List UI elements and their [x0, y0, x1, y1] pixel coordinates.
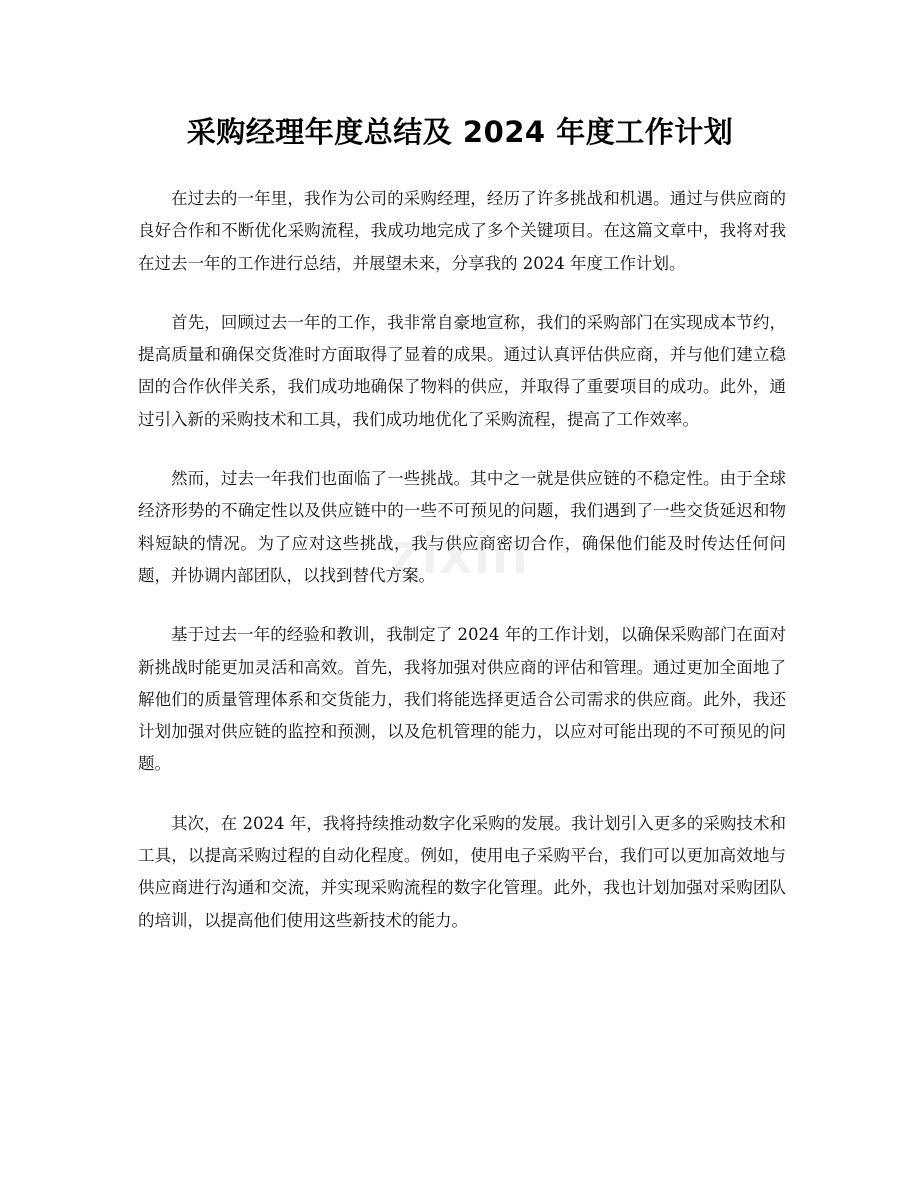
- paragraph: 在过去的一年里，我作为公司的采购经理，经历了许多挑战和机遇。通过与供应商的良好合作和不断优化采购流程，我成功地完成了多个关键项目。在这篇文章中，我将对我在过去一年的工作进行总结，并展望未来，分享我的 2024 年度工作计划。: [138, 189, 786, 273]
- document-title: 采购经理年度总结及 2024 年度工作计划: [186, 115, 734, 149]
- watermark: zixin: [390, 521, 530, 586]
- paragraph: 首先，回顾过去一年的工作，我非常自豪地宣称，我们的采购部门在实现成本节约，提高质量和确保交货准时方面取得了显着的成果。通过认真评估供应商，并与他们建立稳固的合作伙伴关系，我们成功地确保了物料的供应，并取得了重要项目的成功。此外，通过引入新的采购技术和工具，我们成功地优化了采购流程，提高了工作效率。: [138, 312, 786, 429]
- paragraph: 基于过去一年的经验和教训，我制定了 2024 年的工作计划，以确保采购部门在面对新挑战时能更加灵活和高效。首先，我将加强对供应商的评估和管理。通过更加全面地了解他们的质量管理体系和交货能力，我们将能选择更适合公司需求的供应商。此外，我还计划加强对供应链的监控和预测，以及危机管理的能力，以应对可能出现的不可预见的问题。: [138, 625, 786, 774]
- paragraph: 其次，在 2024 年，我将持续推动数字化采购的发展。我计划引入更多的采购技术和工具，以提高采购过程的自动化程度。例如，使用电子采购平台，我们可以更加高效地与供应商进行沟通和交流，并实现采购流程的数字化管理。此外，我也计划加强对采购团队的培训，以提高他们使用这些新技术的能力。: [138, 813, 786, 930]
- paragraph: 然而，过去一年我们也面临了一些挑战。其中之一就是供应链的不稳定性。由于全球经济形势的不确定性以及供应链中的一些不可预见的问题，我们遇到了一些交货延迟和物料短缺的情况。为了应对这些挑战，我与供应商密切合作，确保他们能及时传达任何问题，并协调内部团队，以找到替代方案。: [138, 469, 786, 585]
- document-body: [138, 183, 786, 964]
